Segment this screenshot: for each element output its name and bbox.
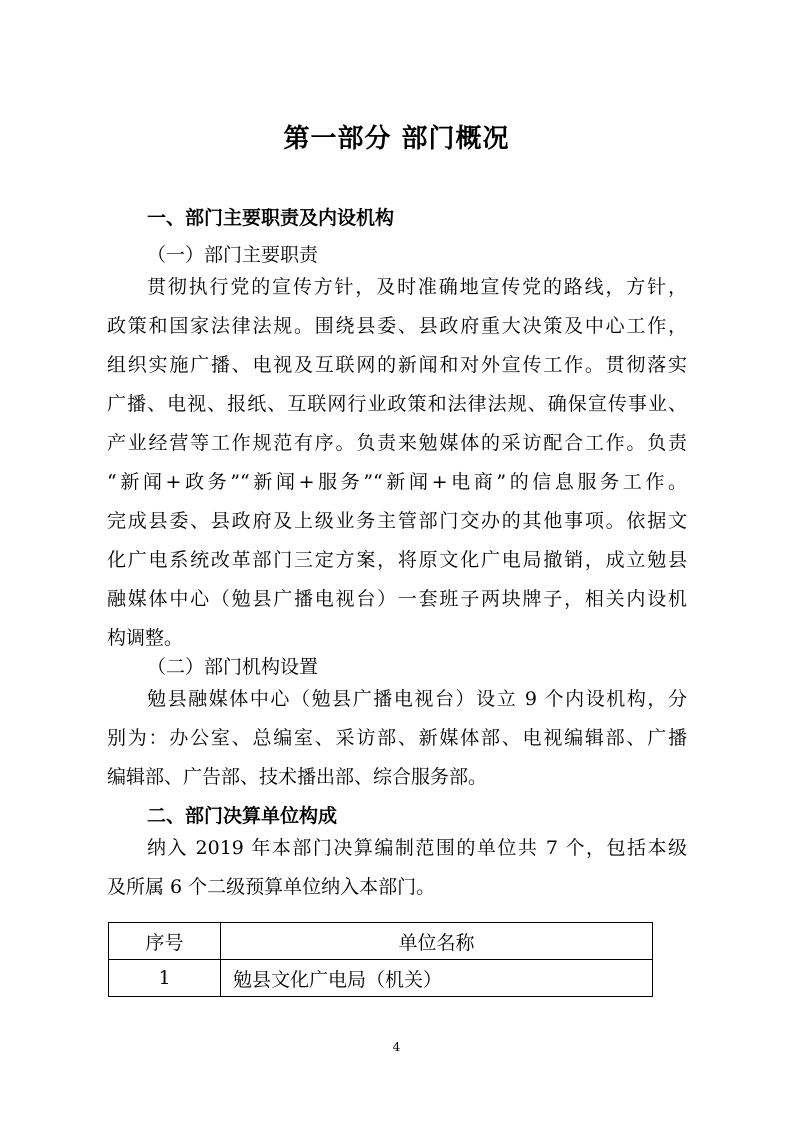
units-table bbox=[108, 922, 653, 997]
paragraph-line: 产业经营等工作规范有序。负责来勉媒体的采访配合工作。负责 bbox=[107, 432, 687, 454]
paragraph-line: 化广电系统改革部门三定方案，将原文化广电局撤销，成立勉县 bbox=[107, 549, 687, 571]
paragraph-line: 勉县融媒体中心（勉县广播电视台）设立 9 个内设机构，分 bbox=[147, 688, 687, 710]
paragraph-line: 纳入 2019 年本部门决算编制范围的单位共 7 个，包括本级 bbox=[147, 837, 687, 859]
table-cell-number: 1 bbox=[109, 960, 221, 997]
subsection-heading-duties: （一）部门主要职责 bbox=[147, 244, 319, 266]
page-title: 第一部分 部门概况 bbox=[283, 124, 510, 154]
table-header-row bbox=[109, 923, 653, 960]
paragraph-line: 构调整。 bbox=[107, 627, 184, 649]
paragraph-line: 融媒体中心（勉县广播电视台）一套班子两块牌子，相关内设机 bbox=[107, 588, 687, 610]
paragraph-structure bbox=[107, 680, 687, 797]
page-number: 4 bbox=[392, 1040, 401, 1054]
paragraph-line: 贯彻执行党的宣传方针，及时准确地宣传党的路线，方针， bbox=[147, 276, 687, 298]
paragraph-line: 完成县委、县政府及上级业务主管部门交办的其他事项。依据文 bbox=[107, 510, 687, 532]
column-header-number: 序号 bbox=[109, 923, 221, 960]
subsection-heading-structure: （二）部门机构设置 bbox=[147, 656, 319, 678]
paragraph-line: 政策和国家法律法规。围绕县委、县政府重大决策及中心工作， bbox=[107, 315, 687, 337]
paragraph-line: 广播、电视、报纸、互联网行业政策和法律法规、确保宣传事业、 bbox=[107, 393, 687, 415]
paragraph-line: 别为：办公室、总编室、采访部、新媒体部、电视编辑部、广播 bbox=[107, 727, 687, 749]
paragraph-line: 组织实施广播、电视及互联网的新闻和对外宣传工作。贯彻落实 bbox=[107, 354, 687, 376]
paragraph-duties bbox=[107, 268, 687, 658]
section-heading-units: 二、部门决算单位构成 bbox=[147, 805, 338, 827]
table-row bbox=[109, 960, 653, 997]
section-heading-duties: 一、部门主要职责及内设机构 bbox=[147, 207, 395, 229]
paragraph-line: 及所属 6 个二级预算单位纳入本部门。 bbox=[107, 876, 436, 898]
paragraph-units bbox=[107, 829, 687, 907]
column-header-unit-name: 单位名称 bbox=[221, 923, 653, 960]
paragraph-line: 编辑部、广告部、技术播出部、综合服务部。 bbox=[107, 766, 488, 788]
table-cell-unit-name: 勉县文化广电局（机关） bbox=[221, 960, 653, 997]
paragraph-line: “新闻+政务”“新闻+服务”“新闻+电商”的信息服务工作。 bbox=[107, 471, 687, 493]
